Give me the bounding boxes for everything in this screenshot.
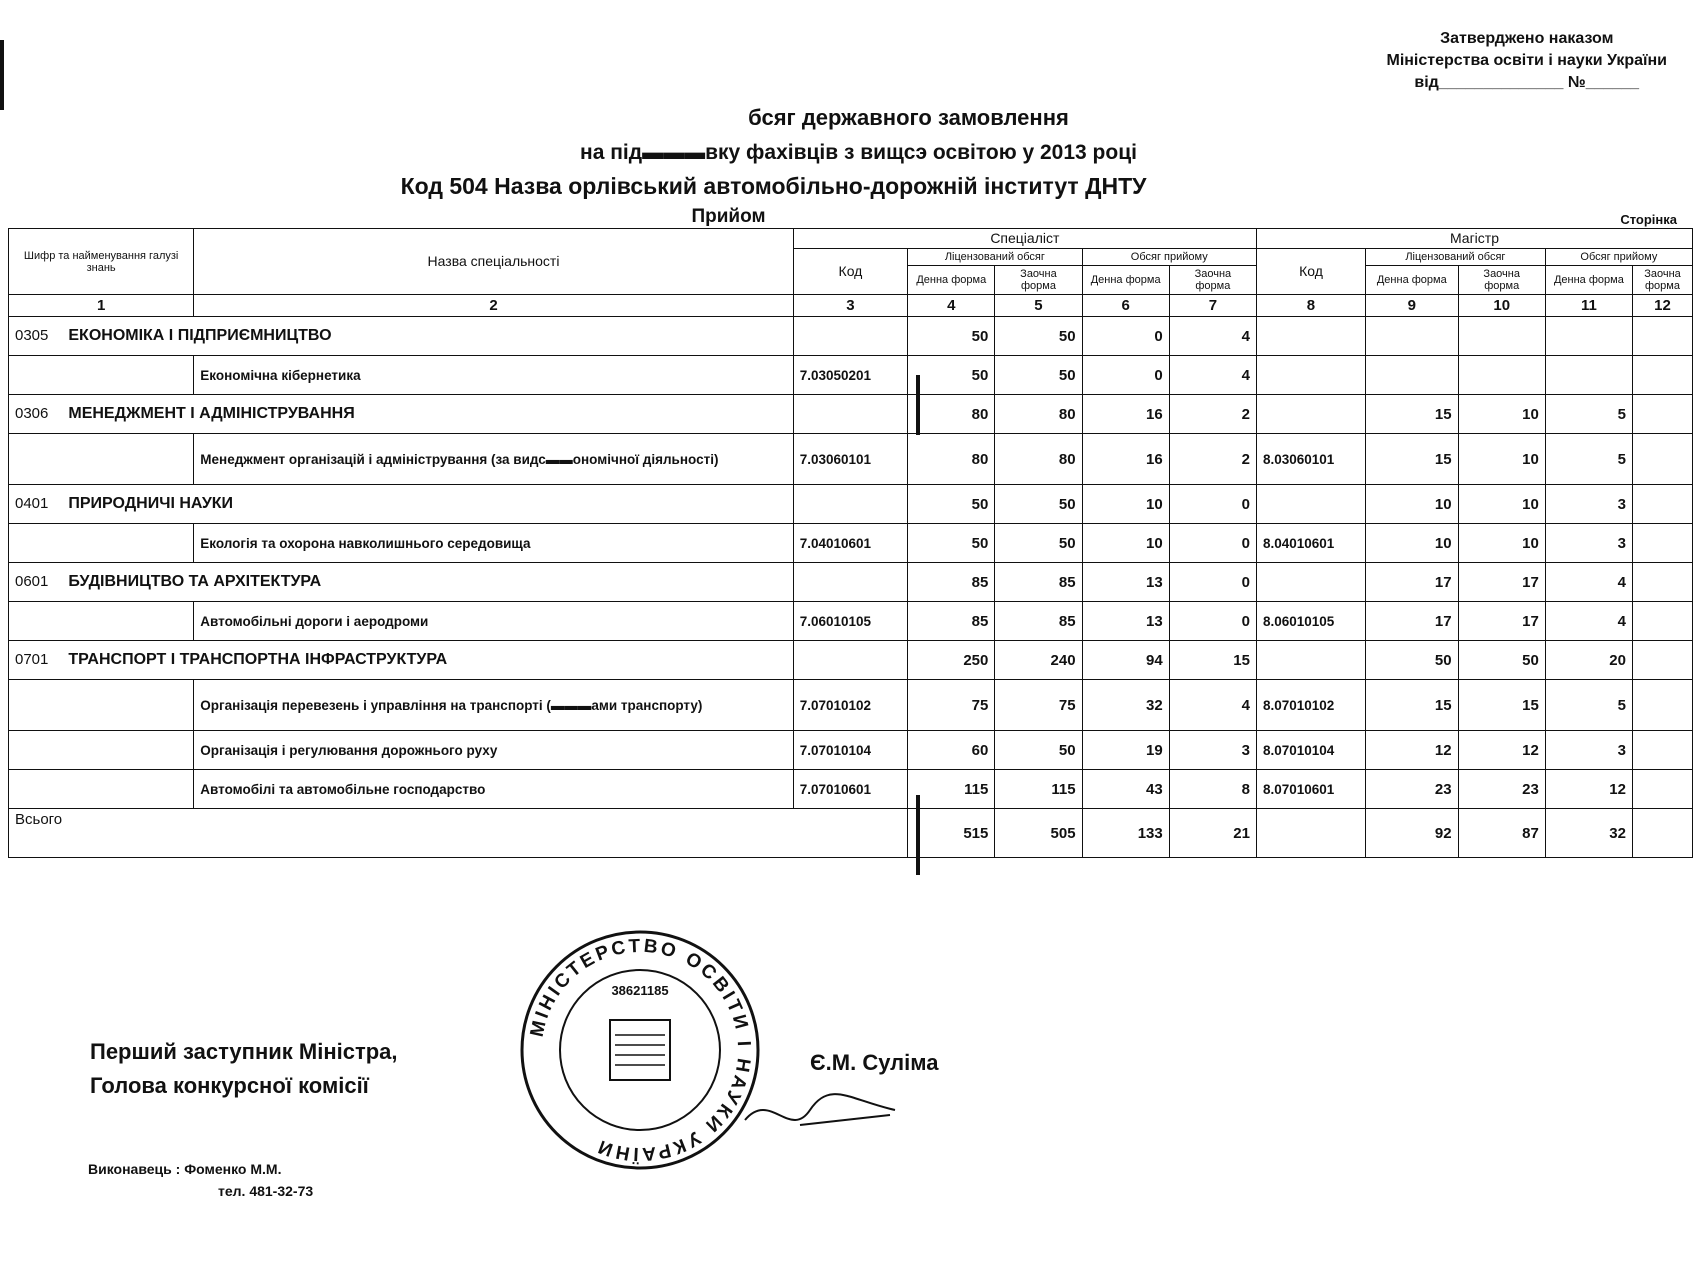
master-admission-daily: 5 xyxy=(1545,434,1632,485)
group-cell xyxy=(9,485,794,524)
column-number: 3 xyxy=(793,295,907,317)
master-admission-extramural xyxy=(1632,524,1692,563)
specialist-admission-extramural: 0 xyxy=(1169,524,1256,563)
master-code xyxy=(1256,317,1365,356)
specialist-licensed-extramural: 50 xyxy=(995,731,1082,770)
scan-mark xyxy=(916,375,920,435)
master-licensed-daily: 17 xyxy=(1365,602,1458,641)
admission-table xyxy=(8,228,1693,858)
master-licensed-daily: 50 xyxy=(1365,641,1458,680)
master-code: 8.06010105 xyxy=(1256,602,1365,641)
specialist-licensed-extramural: 50 xyxy=(995,485,1082,524)
master-admission-daily: 5 xyxy=(1545,395,1632,434)
master-licensed-extramural xyxy=(1458,317,1545,356)
total-master-admission-daily: 32 xyxy=(1545,809,1632,858)
specialist-licensed-daily: 85 xyxy=(908,602,995,641)
master-licensed-daily: 10 xyxy=(1365,485,1458,524)
master-admission-extramural xyxy=(1632,680,1692,731)
table-row-total xyxy=(9,809,1693,858)
specialist-code xyxy=(793,395,907,434)
specialist-admission-daily: 10 xyxy=(1082,485,1169,524)
stamp-text: МІНІСТЕРСТВО ОСВІТИ І НАУКИ УКРАЇНИ xyxy=(526,935,755,1165)
signer-name: Є.М. Суліма xyxy=(810,1050,939,1075)
master-licensed-extramural: 10 xyxy=(1458,434,1545,485)
master-licensed-extramural: 17 xyxy=(1458,602,1545,641)
master-code xyxy=(1256,563,1365,602)
specialty-name: Автомобільні дороги і аеродроми xyxy=(194,602,793,641)
master-admission-extramural xyxy=(1632,485,1692,524)
master-licensed-daily: 15 xyxy=(1365,434,1458,485)
field-cell xyxy=(9,680,194,731)
column-number: 8 xyxy=(1256,295,1365,317)
page-label: Сторінка xyxy=(1620,212,1677,227)
master-code: 8.04010601 xyxy=(1256,524,1365,563)
table-row-group xyxy=(9,563,1693,602)
specialist-licensed-extramural: 85 xyxy=(995,563,1082,602)
stamp-code: 38621185 xyxy=(611,983,669,998)
header-extramural: Заочна форма xyxy=(995,266,1082,295)
approval-line-2: Міністерства освіти і науки України xyxy=(1386,52,1667,69)
master-admission-extramural xyxy=(1632,395,1692,434)
signer-block xyxy=(90,1035,398,1103)
specialist-admission-daily: 16 xyxy=(1082,395,1169,434)
specialist-admission-extramural: 4 xyxy=(1169,356,1256,395)
specialist-code: 7.03060101 xyxy=(793,434,907,485)
table-row-group xyxy=(9,485,1693,524)
header-licensed: Ліцензований обсяг xyxy=(908,249,1082,266)
master-code: 8.07010102 xyxy=(1256,680,1365,731)
table-row-group xyxy=(9,317,1693,356)
master-admission-daily: 3 xyxy=(1545,524,1632,563)
specialist-code: 7.07010601 xyxy=(793,770,907,809)
group-cell xyxy=(9,563,794,602)
header-admission: Обсяг прийому xyxy=(1545,249,1692,266)
master-admission-extramural xyxy=(1632,641,1692,680)
field-cell xyxy=(9,602,194,641)
specialty-name: Автомобілі та автомобільне господарство xyxy=(194,770,793,809)
scan-mark xyxy=(0,40,4,110)
master-admission-daily xyxy=(1545,356,1632,395)
column-number: 10 xyxy=(1458,295,1545,317)
specialty-name: Менеджмент організацій і адміністрування (за видс▬▬ономічної діяльності) xyxy=(194,434,793,485)
specialist-licensed-daily: 115 xyxy=(908,770,995,809)
executor-name: Виконавець : Фоменко М.М. xyxy=(88,1161,282,1177)
total-admission-extramural: 21 xyxy=(1169,809,1256,858)
column-number: 2 xyxy=(194,295,793,317)
total-label: Всього xyxy=(9,809,908,858)
table-row-specialty xyxy=(9,524,1693,563)
header-extramural: Заочна форма xyxy=(1458,266,1545,295)
field-cell xyxy=(9,731,194,770)
specialist-admission-daily: 94 xyxy=(1082,641,1169,680)
specialist-code: 7.07010104 xyxy=(793,731,907,770)
master-admission-extramural xyxy=(1632,434,1692,485)
master-admission-extramural xyxy=(1632,602,1692,641)
group-code: 0701 xyxy=(15,651,49,668)
specialist-admission-daily: 13 xyxy=(1082,602,1169,641)
table-row-group xyxy=(9,395,1693,434)
group-name: МЕНЕДЖМЕНТ І АДМІНІСТРУВАННЯ xyxy=(68,405,355,422)
master-licensed-extramural: 12 xyxy=(1458,731,1545,770)
master-code xyxy=(1256,641,1365,680)
specialist-licensed-daily: 50 xyxy=(908,524,995,563)
specialist-licensed-daily: 75 xyxy=(908,680,995,731)
table-row-specialty xyxy=(9,731,1693,770)
master-admission-daily: 4 xyxy=(1545,602,1632,641)
master-admission-daily: 3 xyxy=(1545,731,1632,770)
master-admission-daily: 20 xyxy=(1545,641,1632,680)
specialist-code: 7.07010102 xyxy=(793,680,907,731)
header-daily: Денна форма xyxy=(1365,266,1458,295)
specialist-licensed-extramural: 240 xyxy=(995,641,1082,680)
signer-title-2: Голова конкурсної комісії xyxy=(90,1073,369,1098)
header-admission: Обсяг прийому xyxy=(1082,249,1256,266)
specialist-code: 7.03050201 xyxy=(793,356,907,395)
master-licensed-daily xyxy=(1365,317,1458,356)
master-licensed-extramural: 50 xyxy=(1458,641,1545,680)
column-number: 7 xyxy=(1169,295,1256,317)
specialist-licensed-daily: 50 xyxy=(908,485,995,524)
specialist-licensed-daily: 50 xyxy=(908,317,995,356)
specialty-name: Економічна кібернетика xyxy=(194,356,793,395)
column-number: 12 xyxy=(1632,295,1692,317)
group-code: 0305 xyxy=(15,327,49,344)
specialty-name: Екологія та охорона навколишнього середовища xyxy=(194,524,793,563)
master-admission-extramural xyxy=(1632,563,1692,602)
master-admission-daily xyxy=(1545,317,1632,356)
master-licensed-daily: 15 xyxy=(1365,395,1458,434)
master-licensed-daily: 23 xyxy=(1365,770,1458,809)
master-licensed-extramural: 15 xyxy=(1458,680,1545,731)
specialist-licensed-extramural: 50 xyxy=(995,317,1082,356)
specialist-code xyxy=(793,641,907,680)
master-admission-extramural xyxy=(1632,731,1692,770)
group-code: 0306 xyxy=(15,405,49,422)
master-admission-extramural xyxy=(1632,356,1692,395)
specialist-admission-extramural: 2 xyxy=(1169,434,1256,485)
column-number: 6 xyxy=(1082,295,1169,317)
table-row-specialty xyxy=(9,356,1693,395)
specialist-admission-extramural: 0 xyxy=(1169,563,1256,602)
specialist-code xyxy=(793,563,907,602)
header-spec-name: Назва спеціальності xyxy=(194,229,793,295)
group-cell xyxy=(9,395,794,434)
table-row-specialty xyxy=(9,602,1693,641)
master-code: 8.03060101 xyxy=(1256,434,1365,485)
specialty-name: Організація перевезень і управління на транспорті (▬▬▬ами транспорту) xyxy=(194,680,793,731)
specialist-admission-extramural: 15 xyxy=(1169,641,1256,680)
header-field: Шифр та найменування галузі знань xyxy=(9,229,194,295)
column-numbers-row xyxy=(9,295,1693,317)
specialist-licensed-extramural: 80 xyxy=(995,395,1082,434)
specialist-admission-daily: 43 xyxy=(1082,770,1169,809)
specialist-code xyxy=(793,485,907,524)
header-daily: Денна форма xyxy=(1545,266,1632,295)
master-licensed-daily: 10 xyxy=(1365,524,1458,563)
field-cell xyxy=(9,434,194,485)
specialist-licensed-extramural: 80 xyxy=(995,434,1082,485)
specialist-admission-extramural: 3 xyxy=(1169,731,1256,770)
specialist-admission-daily: 19 xyxy=(1082,731,1169,770)
master-licensed-extramural: 23 xyxy=(1458,770,1545,809)
header-extramural: Заочна форма xyxy=(1169,266,1256,295)
total-admission-daily: 133 xyxy=(1082,809,1169,858)
table-row-specialty xyxy=(9,680,1693,731)
document-titles xyxy=(0,105,1697,228)
master-admission-daily: 5 xyxy=(1545,680,1632,731)
group-cell xyxy=(9,641,794,680)
specialist-admission-extramural: 4 xyxy=(1169,317,1256,356)
specialty-name: Організація і регулювання дорожнього руху xyxy=(194,731,793,770)
specialist-licensed-extramural: 50 xyxy=(995,524,1082,563)
specialist-licensed-daily: 80 xyxy=(908,434,995,485)
total-licensed-extramural: 505 xyxy=(995,809,1082,858)
specialist-code xyxy=(793,317,907,356)
column-number: 5 xyxy=(995,295,1082,317)
table-row-specialty xyxy=(9,434,1693,485)
specialist-licensed-extramural: 75 xyxy=(995,680,1082,731)
specialist-licensed-daily: 60 xyxy=(908,731,995,770)
table-row-group xyxy=(9,641,1693,680)
header-licensed: Ліцензований обсяг xyxy=(1365,249,1545,266)
master-code xyxy=(1256,395,1365,434)
specialist-admission-extramural: 2 xyxy=(1169,395,1256,434)
master-licensed-extramural xyxy=(1458,356,1545,395)
document-subtitle: на під▬▬▬вку фахівців з вищсэ освітою у 2013 році xyxy=(580,141,1137,164)
total-master-licensed-extramural: 87 xyxy=(1458,809,1545,858)
approval-line-3: від______________ №______ xyxy=(1414,74,1640,91)
specialist-admission-daily: 0 xyxy=(1082,356,1169,395)
specialist-licensed-extramural: 50 xyxy=(995,356,1082,395)
column-number: 11 xyxy=(1545,295,1632,317)
field-cell xyxy=(9,770,194,809)
specialist-admission-daily: 0 xyxy=(1082,317,1169,356)
specialist-admission-extramural: 0 xyxy=(1169,602,1256,641)
signer-title-1: Перший заступник Міністра, xyxy=(90,1039,398,1064)
executor-block xyxy=(88,1158,313,1202)
master-admission-daily: 12 xyxy=(1545,770,1632,809)
header-daily: Денна форма xyxy=(908,266,995,295)
master-code: 8.07010104 xyxy=(1256,731,1365,770)
master-licensed-daily xyxy=(1365,356,1458,395)
header-extramural: Заочна форма xyxy=(1632,266,1692,295)
institution-line: Код 504 Назва орлівський автомобільно-дорожній інститут ДНТУ xyxy=(400,173,1147,199)
specialist-licensed-extramural: 85 xyxy=(995,602,1082,641)
signature xyxy=(740,1080,900,1150)
specialist-admission-daily: 10 xyxy=(1082,524,1169,563)
field-cell xyxy=(9,356,194,395)
specialist-code: 7.04010601 xyxy=(793,524,907,563)
group-name: ЕКОНОМІКА І ПІДПРИЄМНИЦТВО xyxy=(68,327,332,344)
approval-block xyxy=(1386,28,1667,94)
field-cell xyxy=(9,524,194,563)
header-code: Код xyxy=(793,249,907,295)
header-specialist: Спеціаліст xyxy=(793,229,1256,249)
specialist-admission-extramural: 4 xyxy=(1169,680,1256,731)
group-name: БУДІВНИЦТВО ТА АРХІТЕКТУРА xyxy=(68,573,322,590)
official-stamp xyxy=(515,925,765,1175)
master-code xyxy=(1256,356,1365,395)
master-code xyxy=(1256,485,1365,524)
specialist-code: 7.06010105 xyxy=(793,602,907,641)
section-title: Прийом xyxy=(691,206,766,227)
column-number: 1 xyxy=(9,295,194,317)
specialist-licensed-daily: 80 xyxy=(908,395,995,434)
master-admission-daily: 4 xyxy=(1545,563,1632,602)
header-code: Код xyxy=(1256,249,1365,295)
master-licensed-extramural: 10 xyxy=(1458,395,1545,434)
master-code: 8.07010601 xyxy=(1256,770,1365,809)
total-licensed-daily: 515 xyxy=(908,809,995,858)
table-row-specialty xyxy=(9,770,1693,809)
specialist-licensed-daily: 250 xyxy=(908,641,995,680)
group-cell xyxy=(9,317,794,356)
specialist-admission-daily: 16 xyxy=(1082,434,1169,485)
total-master-licensed-daily: 92 xyxy=(1365,809,1458,858)
group-code: 0401 xyxy=(15,495,49,512)
group-name: ПРИРОДНИЧІ НАУКИ xyxy=(68,495,234,512)
master-licensed-daily: 15 xyxy=(1365,680,1458,731)
master-admission-extramural xyxy=(1632,770,1692,809)
total-master-admission-extramural xyxy=(1632,809,1692,858)
column-number: 9 xyxy=(1365,295,1458,317)
specialist-admission-daily: 13 xyxy=(1082,563,1169,602)
group-name: ТРАНСПОРТ І ТРАНСПОРТНА ІНФРАСТРУКТУРА xyxy=(68,651,448,668)
specialist-admission-extramural: 8 xyxy=(1169,770,1256,809)
header-master: Магістр xyxy=(1256,229,1692,249)
master-licensed-daily: 12 xyxy=(1365,731,1458,770)
specialist-admission-daily: 32 xyxy=(1082,680,1169,731)
specialist-admission-extramural: 0 xyxy=(1169,485,1256,524)
total-master-code xyxy=(1256,809,1365,858)
master-licensed-extramural: 10 xyxy=(1458,485,1545,524)
scan-mark xyxy=(916,795,920,875)
master-licensed-extramural: 10 xyxy=(1458,524,1545,563)
header-daily: Денна форма xyxy=(1082,266,1169,295)
column-number: 4 xyxy=(908,295,995,317)
specialist-licensed-daily: 50 xyxy=(908,356,995,395)
master-admission-extramural xyxy=(1632,317,1692,356)
document-title: бсяг державного замовлення xyxy=(748,105,1069,130)
group-code: 0601 xyxy=(15,573,49,590)
master-admission-daily: 3 xyxy=(1545,485,1632,524)
master-licensed-daily: 17 xyxy=(1365,563,1458,602)
master-licensed-extramural: 17 xyxy=(1458,563,1545,602)
specialist-licensed-extramural: 115 xyxy=(995,770,1082,809)
approval-line-1: Затверджено наказом xyxy=(1440,30,1614,47)
executor-phone: тел. 481-32-73 xyxy=(218,1183,314,1199)
specialist-licensed-daily: 85 xyxy=(908,563,995,602)
